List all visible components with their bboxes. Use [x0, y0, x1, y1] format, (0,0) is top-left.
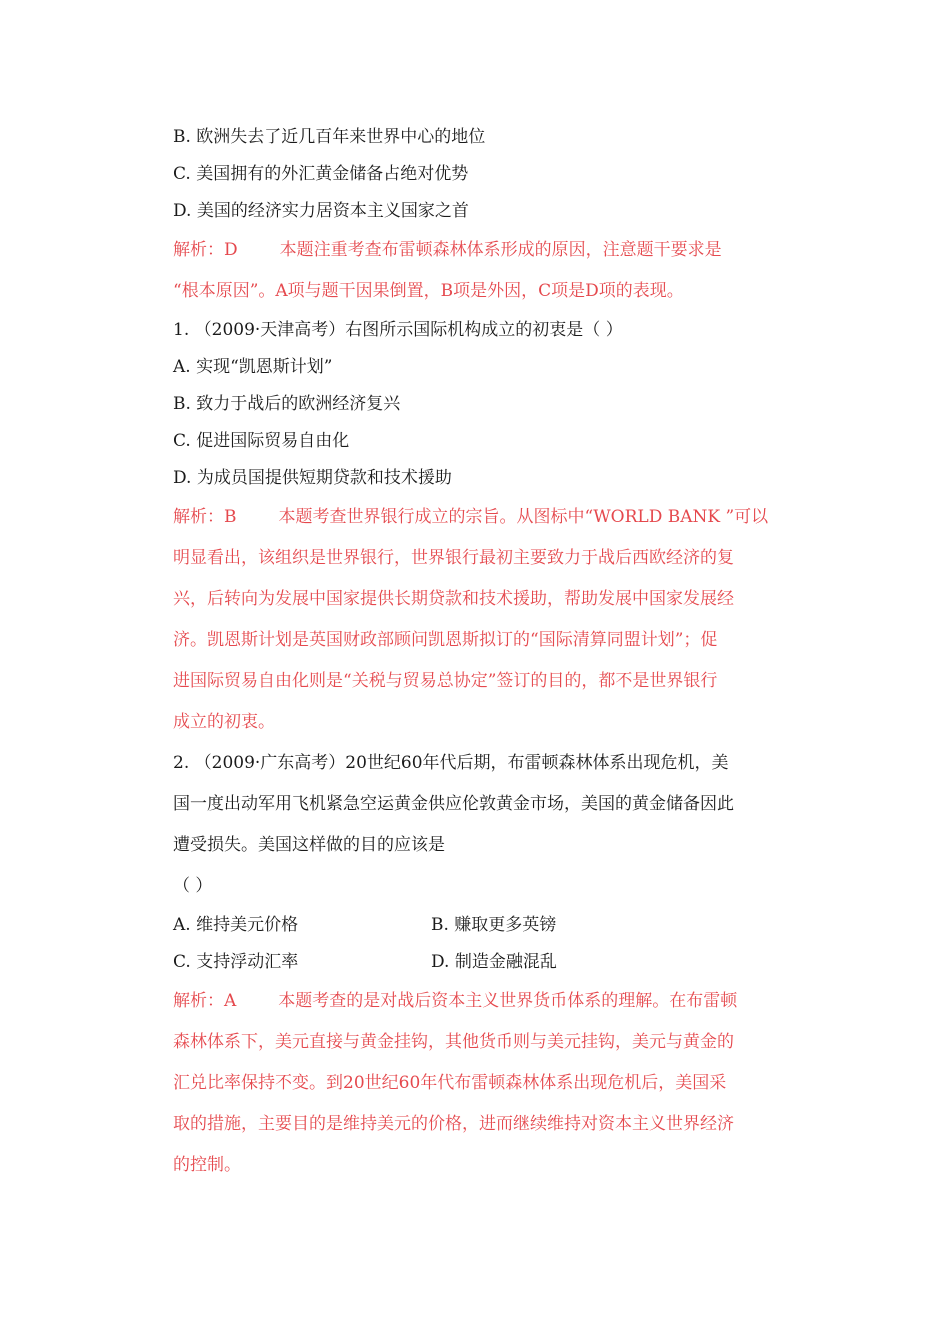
q0-analysis-line-2: “根本原因”。A项与题干因果倒置，B项是外因，C项是D项的表现。: [173, 280, 684, 301]
q1-analysis-line-4: 济。凯恩斯计划是英国财政部顾问凯恩斯拟订的“国际清算同盟计划”；促: [173, 629, 718, 650]
q1-option-a: A. 实现“凯恩斯计划”: [173, 356, 333, 377]
document-page: [173, 118, 813, 1185]
q1-option-b: B. 致力于战后的欧洲经济复兴: [173, 393, 401, 414]
q0-analysis-text-1: 本题注重考查布雷顿森林体系形成的原因，注意题干要求是: [279, 239, 722, 260]
q1-analysis-line-3: 兴，后转向为发展中国家提供长期贷款和技术援助，帮助发展中国家发展经: [173, 588, 734, 609]
q1-stem: 1. （2009·天津高考）右图所示国际机构成立的初衷是（ ）: [173, 319, 623, 340]
q1-analysis-line-6: 成立的初衷。: [173, 711, 275, 732]
q0-option-d: D. 美国的经济实力居资本主义国家之首: [173, 200, 469, 221]
q1-option-c: C. 促进国际贸易自由化: [173, 430, 350, 451]
q2-stem-line-1: 2. （2009·广东高考）20世纪60年代后期，布雷顿森林体系出现危机，美: [173, 752, 729, 773]
q2-options-row-2: [173, 943, 813, 980]
q0-analysis-line-1: [173, 229, 813, 270]
q2-option-d: D. 制造金融混乱: [431, 951, 557, 972]
q1-analysis-line-2: 明显看出，该组织是世界银行，世界银行最初主要致力于战后西欧经济的复: [173, 547, 734, 568]
q1-option-d: D. 为成员国提供短期贷款和技术援助: [173, 467, 452, 488]
q2-option-a: A. 维持美元价格: [173, 914, 299, 935]
q2-option-c: C. 支持浮动汇率: [173, 951, 299, 972]
q2-analysis-line-3: 汇兑比率保持不变。到20世纪60年代布雷顿森林体系出现危机后，美国采: [173, 1072, 727, 1093]
q1-analysis-text-1: 本题考查世界银行成立的宗旨。从图标中“WORLD BANK ”可以: [278, 506, 769, 527]
q0-analysis-label: 解析：D: [173, 239, 238, 260]
q2-analysis-line-5: 的控制。: [173, 1154, 241, 1175]
q2-analysis-label: 解析：A: [173, 990, 237, 1011]
q0-option-c: C. 美国拥有的外汇黄金储备占绝对优势: [173, 163, 469, 184]
q2-analysis-line-2: 森林体系下，美元直接与黄金挂钩，其他货币则与美元挂钩，美元与黄金的: [173, 1031, 734, 1052]
q0-option-b: B. 欧洲失去了近几百年来世界中心的地位: [173, 126, 486, 147]
q2-stem-line-3: 遭受损失。美国这样做的目的应该是: [173, 834, 445, 855]
q1-analysis-label: 解析：B: [173, 506, 237, 527]
q2-analysis-text-1: 本题考查的是对战后资本主义世界货币体系的理解。在布雷顿: [278, 990, 738, 1011]
q2-option-b: B. 赚取更多英镑: [431, 914, 557, 935]
q2-stem-line-2: 国一度出动军用飞机紧急空运黄金供应伦敦黄金市场，美国的黄金储备因此: [173, 793, 734, 814]
q2-analysis-line-4: 取的措施，主要目的是维持美元的价格，进而继续维持对资本主义世界经济: [173, 1113, 734, 1134]
q2-answer-bracket: （ ）: [173, 875, 213, 896]
q1-analysis-line-5: 进国际贸易自由化则是“关税与贸易总协定”签订的目的，都不是世界银行: [173, 670, 718, 691]
q2-analysis-line-1: [173, 980, 813, 1021]
q1-analysis-line-1: [173, 496, 813, 537]
q2-options-row-1: [173, 906, 813, 943]
